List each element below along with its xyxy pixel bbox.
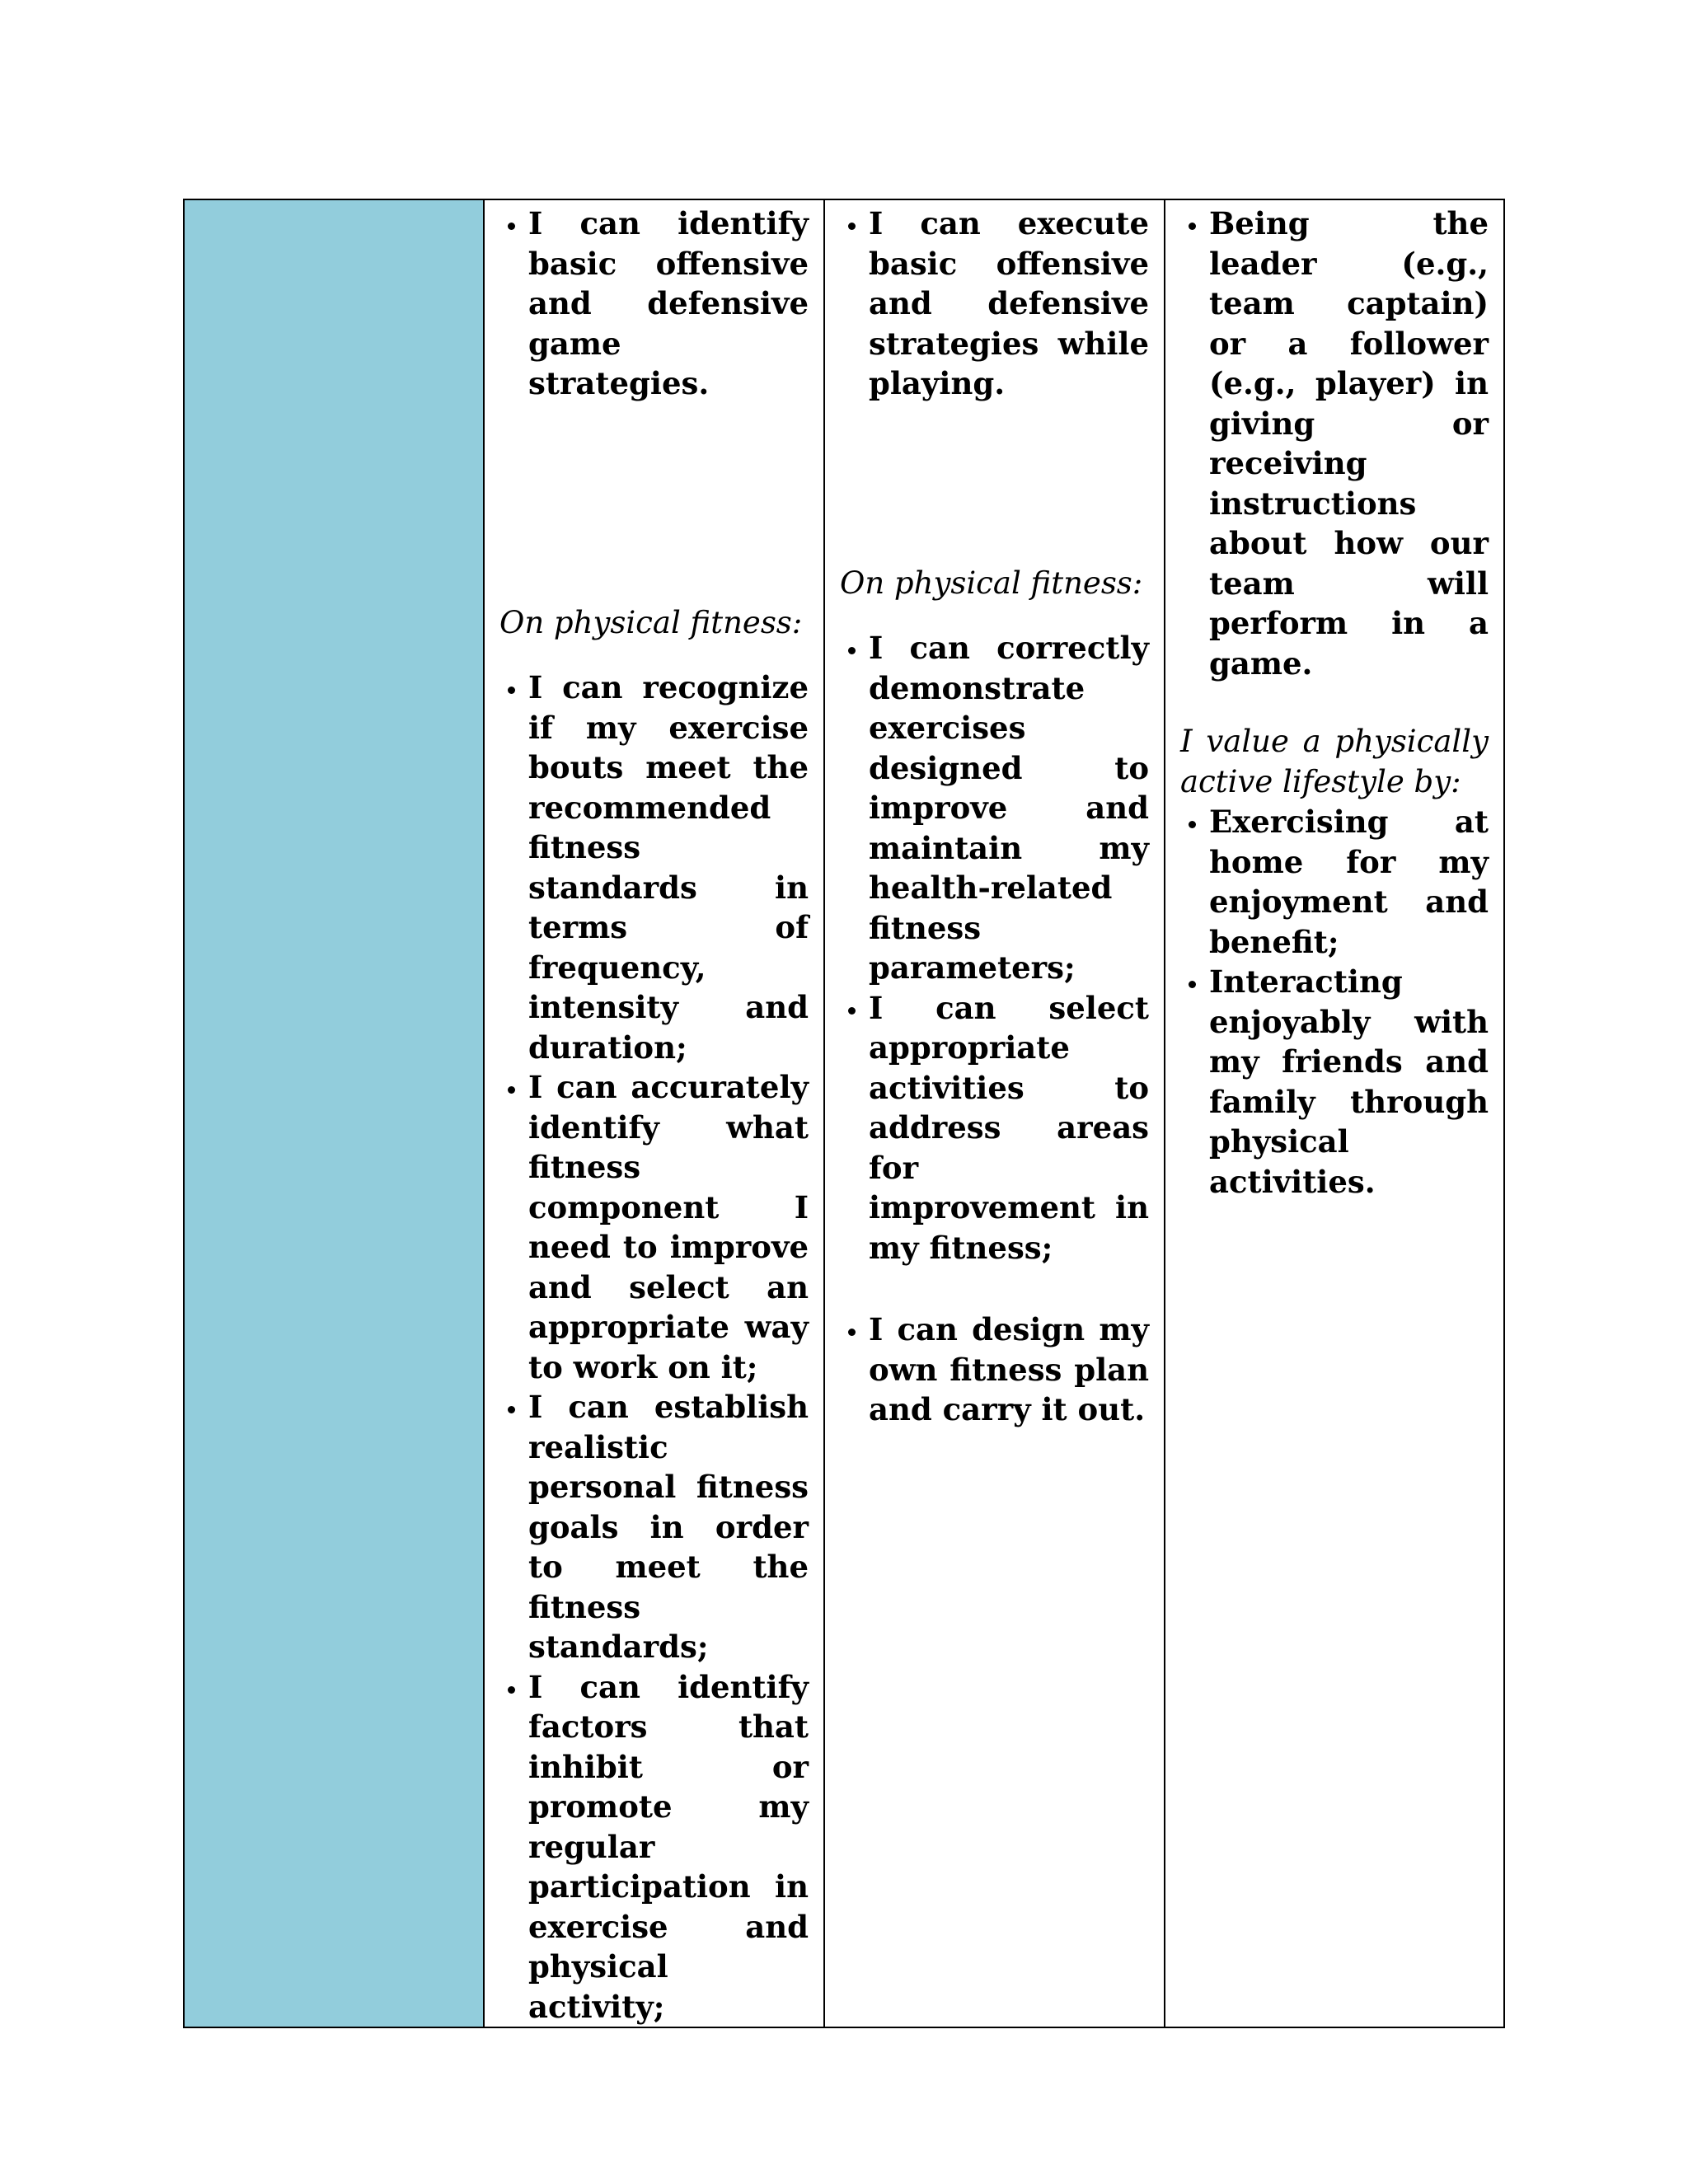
- list-item: • I can establish realistic personal fitness goals in order to meet the fitness standards;: [528, 1387, 809, 1667]
- competency-table: [183, 199, 1505, 2028]
- list-item: • I can identify factors that inhibit or promote my regular participation in exercise and physical activity;: [528, 1667, 809, 2027]
- performance-cell: [824, 199, 1165, 2027]
- values-cell: [1165, 199, 1504, 2027]
- fitness-list: [499, 668, 809, 2027]
- list-item: • Being the leader (e.g., team captain) or a follower (e.g., player) in giving or receiving instructions about how our team will perform in a game.: [1209, 204, 1489, 683]
- leadership-list: [1180, 204, 1489, 683]
- shaded-label-cell: [184, 199, 484, 2027]
- list-item: • I can design my own fitness plan and carry it out.: [869, 1310, 1149, 1430]
- list-item: • I can accurately identify what fitness component I need to improve and select an appropriate way to work on it;: [528, 1067, 809, 1387]
- list-item: • I can execute basic offensive and defensive strategies while playing.: [869, 204, 1149, 404]
- section-title: I value a physically active lifestyle by:: [1180, 724, 1489, 799]
- section-title: On physical fitness:: [499, 604, 803, 640]
- lifestyle-list: [1180, 802, 1489, 1202]
- section-title: On physical fitness:: [840, 565, 1143, 601]
- list-item: • I can identify basic offensive and defensive game strategies.: [528, 204, 809, 404]
- fitness-plan-list: [840, 1310, 1149, 1430]
- list-item: • I can select appropriate activities to address areas for improvement in my fitness;: [869, 988, 1149, 1268]
- strategy-list: [499, 204, 809, 404]
- list-item: • Interacting enjoyably with my friends and family through physical activities.: [1209, 962, 1489, 1202]
- list-item: • I can recognize if my exercise bouts meet the recommended fitness standards in terms of frequency, intensity and duration;: [528, 668, 809, 1067]
- strategy-list: [840, 204, 1149, 404]
- table-row: [184, 199, 1504, 2027]
- competency-cell: [484, 199, 824, 2027]
- fitness-list: [840, 628, 1149, 1268]
- list-item: • I can correctly demonstrate exercises designed to improve and maintain my health-related fitness parameters;: [869, 628, 1149, 988]
- list-item: • Exercising at home for my enjoyment and benefit;: [1209, 802, 1489, 962]
